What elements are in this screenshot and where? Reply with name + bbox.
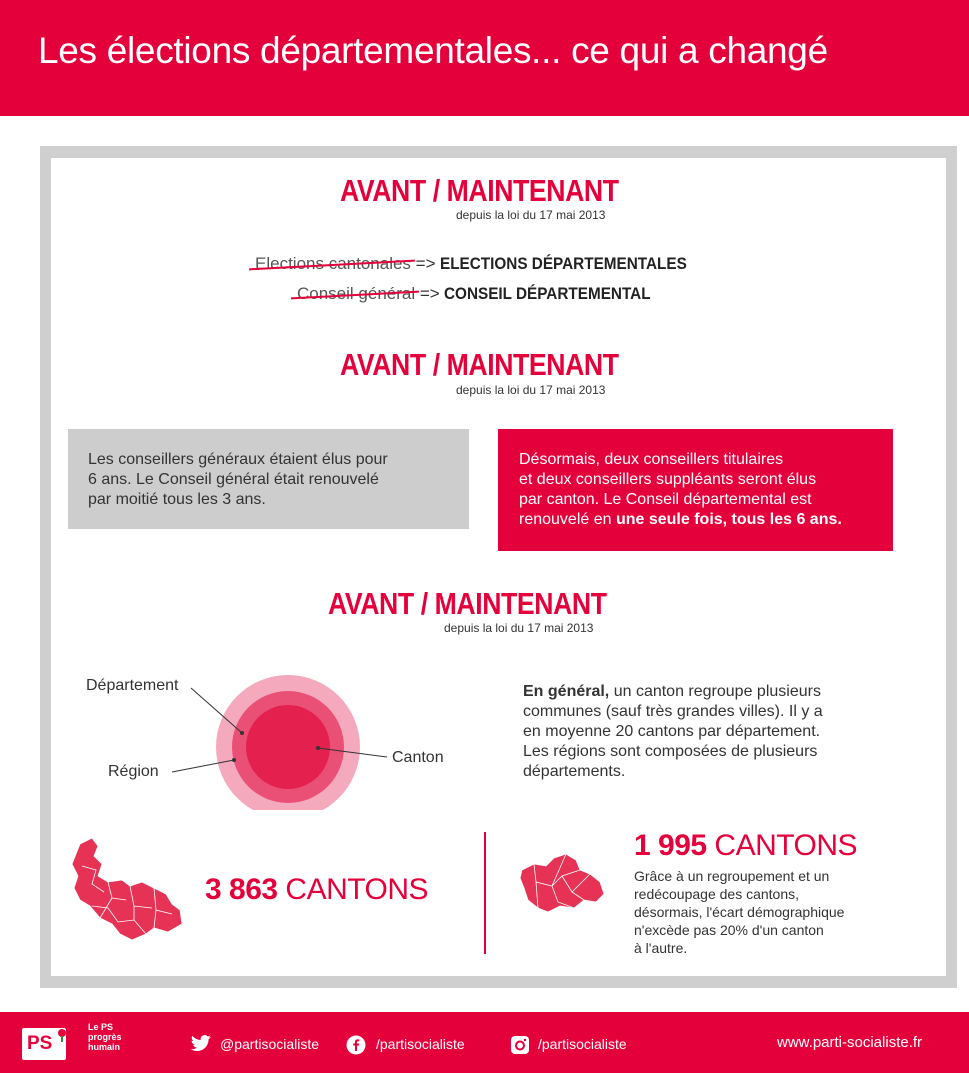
logo2-line: progrès [88, 1032, 122, 1042]
twitter-icon [190, 1035, 212, 1053]
page-title: Les élections départementales... ce qui a changé [38, 30, 828, 71]
section1-subtitle: depuis la loi du 17 mai 2013 [456, 208, 606, 222]
website-link[interactable]: www.parti-socialiste.fr [777, 1034, 923, 1051]
para-first-line [523, 682, 883, 702]
para-line: communes (sauf très grandes villes). Il y a [523, 703, 823, 720]
stat-text-line: n'excède pas 20% d'un canton [634, 922, 824, 938]
stat-text-line: redécoupage des cantons, [634, 886, 800, 902]
after-last-bold: une seule fois, tous les 6 ans. [615, 511, 842, 528]
rename-row-1 [255, 254, 714, 274]
stat-text-line: Grâce à un regroupement et un [634, 868, 830, 884]
stats-divider [484, 832, 486, 954]
after-line: et deux conseillers suppléants seront élus [519, 471, 817, 488]
section1-title: AVANT / MAINTENANT [340, 173, 619, 208]
instagram-handle[interactable]: /partisocialiste [538, 1036, 627, 1052]
progres-humain-logo[interactable] [88, 1022, 122, 1052]
section3-subtitle: depuis la loi du 17 mai 2013 [444, 621, 594, 635]
after-text [519, 450, 889, 530]
before-line: par moitié tous les 3 ans. [88, 491, 266, 508]
old-name-1: Elections cantonales [255, 254, 411, 273]
stat-text-line: à l'autre. [634, 940, 688, 956]
ps-logo-text: PS [27, 1033, 53, 1054]
canton-explanation [523, 682, 883, 782]
arrow-2: => [419, 284, 440, 303]
para-first-rest: un canton regroupe plusieurs [609, 683, 821, 700]
after-line: par canton. Le Conseil départemental est [519, 491, 812, 508]
logo2-line: Le PS [88, 1022, 114, 1032]
label-canton: Canton [392, 749, 444, 766]
rename-row-2 [297, 284, 674, 304]
section2-title: AVANT / MAINTENANT [340, 347, 619, 382]
para-line: Les régions sont composées de plusieurs [523, 743, 818, 760]
stat-before-label: CANTONS [277, 873, 429, 906]
stat-after-number: 1 995 [634, 829, 707, 862]
new-name-1: ELECTIONS DÉPARTEMENTALES [440, 254, 688, 273]
stat-after [634, 829, 857, 863]
para-line: départements. [523, 763, 626, 780]
after-last-prefix: renouvelé en [519, 511, 616, 528]
new-name-2: CONSEIL DÉPARTEMENTAL [444, 284, 652, 303]
instagram-icon [510, 1035, 530, 1055]
after-line: Désormais, deux conseillers titulaires [519, 451, 784, 468]
twitter-handle[interactable]: @partisocialiste [220, 1036, 320, 1052]
before-text [88, 450, 458, 510]
before-line: Les conseillers généraux étaient élus pour [88, 451, 388, 468]
rose-icon [56, 1028, 68, 1042]
after-line-last [519, 510, 889, 530]
label-departement: Département [86, 677, 179, 694]
stat-before-number: 3 863 [205, 873, 278, 906]
stat-after-label: CANTONS [706, 829, 858, 862]
before-line: 6 ans. Le Conseil général était renouvelé [88, 471, 379, 488]
para-bold: En général, [523, 683, 610, 700]
map-before-icon [68, 836, 186, 942]
logo2-line: humain [88, 1042, 121, 1052]
facebook-handle[interactable]: /partisocialiste [376, 1036, 465, 1052]
section3-title: AVANT / MAINTENANT [328, 586, 607, 621]
map-after-icon [518, 852, 608, 914]
stat-before [205, 873, 428, 907]
old-name-2: Conseil général [297, 284, 416, 303]
arrow-1: => [415, 254, 436, 273]
para-line: en moyenne 20 cantons par département. [523, 723, 821, 740]
facebook-icon [346, 1035, 366, 1055]
stat-after-text [634, 867, 894, 957]
section2-subtitle: depuis la loi du 17 mai 2013 [456, 383, 606, 397]
label-region: Région [108, 763, 159, 780]
stat-text-line: désormais, l'écart démographique [634, 904, 845, 920]
